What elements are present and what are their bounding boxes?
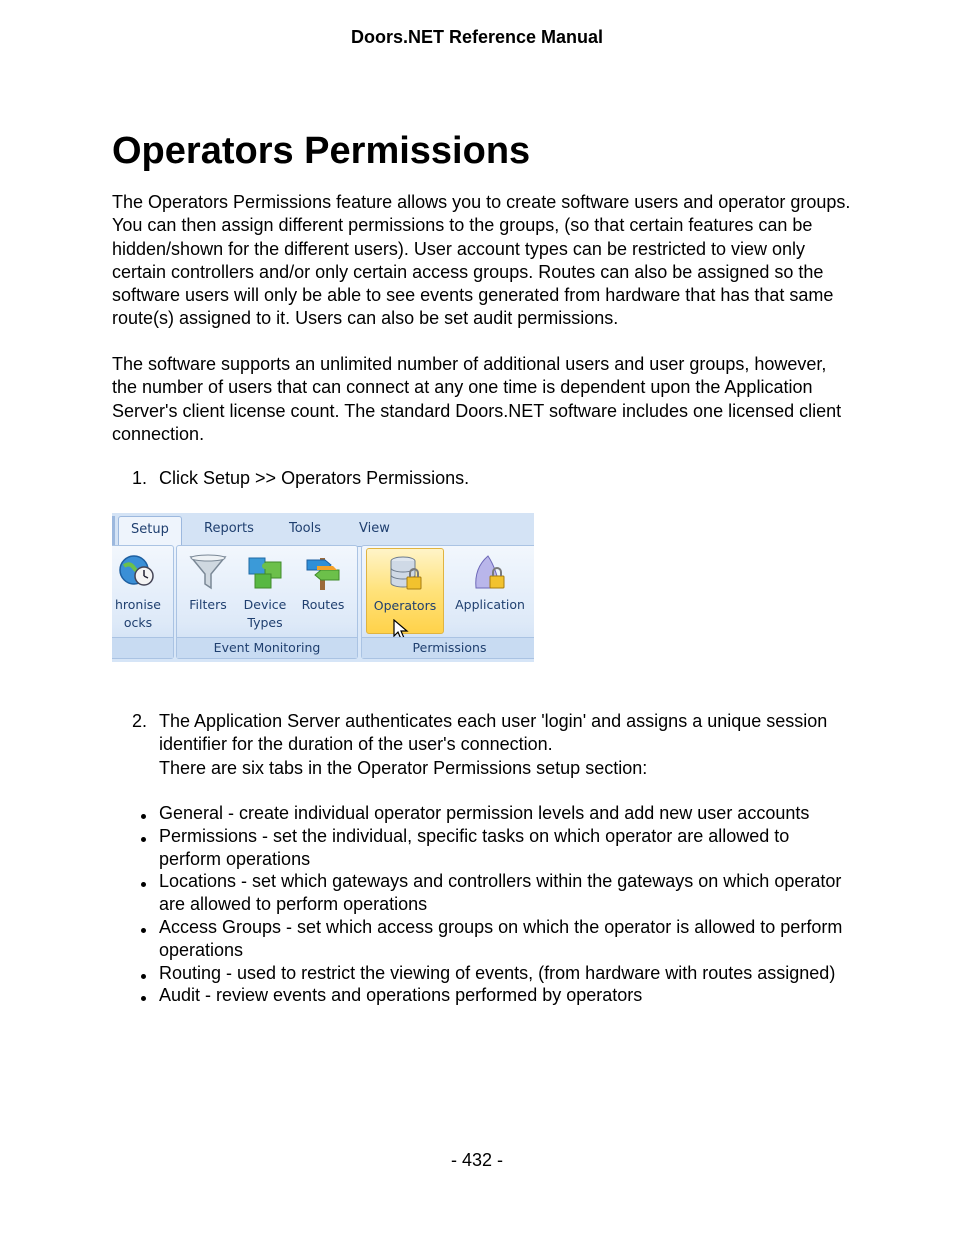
application-button[interactable] (450, 552, 530, 614)
button-label: Filters (189, 597, 227, 612)
bullet-icon (141, 928, 146, 933)
bullet-icon (141, 996, 146, 1001)
tab-reports[interactable]: Reports (204, 521, 254, 536)
group-label-permissions: Permissions (362, 637, 534, 658)
button-label-line1: hronise (114, 597, 162, 612)
tab-setup[interactable]: Setup (118, 516, 182, 547)
license-paragraph: The software supports an unlimited number of additional users and user groups, however, the number of users that can connect at any one time is dependent upon the Application Server's client license count. The standard Doors.NET software includes one licensed client connection. (112, 354, 842, 444)
button-label-line1: Device (243, 597, 287, 612)
list-item (112, 870, 852, 916)
page-title: Operators Permissions (112, 130, 531, 172)
list-item-text: Locations - set which gateways and controllers within the gateways on which operator are allowed to perform operations (159, 871, 842, 915)
synchronise-clocks-button[interactable] (112, 552, 169, 632)
bullet-icon (141, 882, 146, 887)
app-lock-icon (470, 552, 510, 592)
puzzle-icon (245, 552, 285, 592)
bullet-icon (141, 814, 146, 819)
list-item-text: General - create individual operator permission levels and add new user accounts (159, 803, 810, 823)
group-label (112, 637, 173, 658)
intro-paragraph: The Operators Permissions feature allows you to create software users and operator groups. You can then assign different permissions to the groups, (so that certain features can be hidden/shown for the different users). User account types can be restricted to view only certain controllers and/or only certain access groups. Routes can also be assigned so the software users will only be able to see events generated from hardware that has that same route(s) assigned to it. Users can also be set audit permissions. (112, 192, 851, 329)
button-label: Routes (301, 597, 345, 612)
database-lock-icon (385, 553, 425, 593)
list-item (112, 962, 852, 985)
globe-clock-icon (118, 552, 158, 592)
ribbon-group-partial (112, 545, 174, 659)
funnel-icon (188, 552, 228, 592)
signpost-icon (303, 552, 343, 592)
group-label-event-monitoring: Event Monitoring (177, 637, 357, 658)
list-item-text: Access Groups - set which access groups on which the operator is allowed to perform operations (159, 916, 843, 960)
list-item-text: Routing - used to restrict the viewing of events, (from hardware with routes assigned) (159, 962, 836, 983)
list-item-text: Permissions - set the individual, specific tasks on which operator are allowed to perform operations (159, 825, 790, 869)
routes-button[interactable] (297, 552, 349, 614)
ribbon-tab-bar (112, 513, 534, 547)
page-header: Doors.NET Reference Manual (350, 27, 604, 47)
button-label-line2: Types (247, 615, 283, 630)
operators-button[interactable] (366, 548, 444, 634)
ribbon-group-event-monitoring (176, 545, 358, 659)
list-item (112, 984, 852, 1007)
ribbon-screenshot (112, 513, 534, 662)
list-item (112, 916, 852, 962)
list-item-text: Audit - review events and operations performed by operators (159, 985, 643, 1006)
tab-view[interactable]: View (359, 521, 390, 536)
step-text-main: The Application Server authenticates each user 'login' and assigns a unique session identifier for the duration of the user's connection. (159, 711, 828, 755)
filters-button[interactable] (183, 552, 233, 614)
step-text: Click Setup >> Operators Permissions. (159, 468, 470, 488)
button-label: Operators (373, 598, 437, 613)
list-item (112, 825, 852, 871)
ribbon-group-permissions (361, 545, 534, 659)
button-label-line2: ocks (123, 615, 153, 630)
step-subtext: There are six tabs in the Operator Permissions setup section: (159, 757, 648, 778)
bullet-icon (141, 974, 146, 979)
bullet-icon (141, 837, 146, 842)
tabs-bullet-list (112, 802, 852, 1007)
button-label: Application (455, 597, 525, 612)
page-number: - 432 - (450, 1150, 504, 1170)
device-types-button[interactable] (237, 552, 293, 632)
step-number: 1. (132, 468, 148, 488)
step-text (159, 710, 849, 780)
step-number: 2. (132, 711, 148, 731)
list-item (112, 802, 852, 825)
tab-tools[interactable]: Tools (289, 521, 322, 536)
